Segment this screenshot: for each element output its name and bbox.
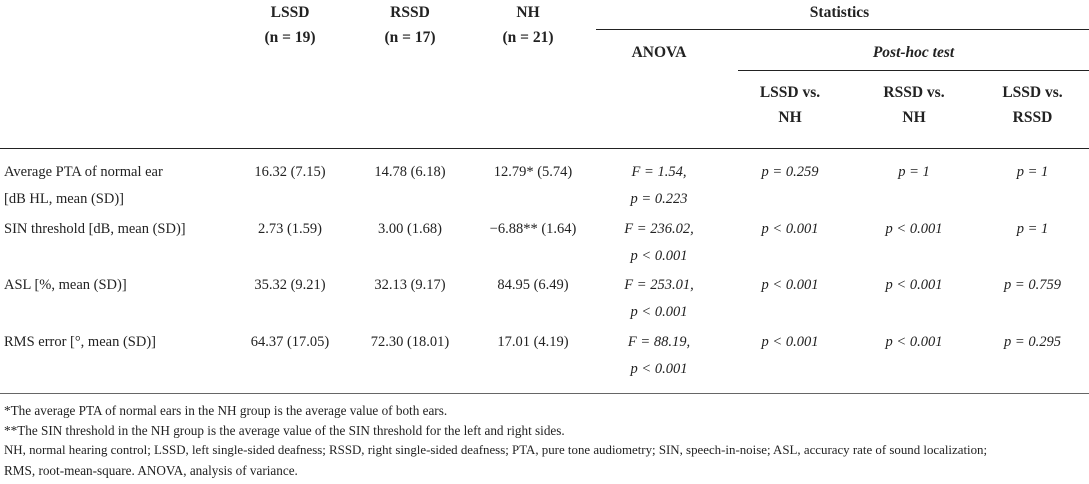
- row2-anova: [596, 216, 722, 270]
- header-posthoc: Post-hoc test: [872, 44, 955, 61]
- row1-label-line2: [dB HL, mean (SD)]: [4, 191, 125, 207]
- cmp2-line1: RSSD vs.: [883, 84, 945, 101]
- row1-rssd: 14.78 (6.18): [374, 164, 446, 180]
- header-rssd: [360, 0, 460, 50]
- row1-ph2: p = 1: [898, 164, 930, 180]
- row1-label: [4, 159, 163, 213]
- row2-lssd: 2.73 (1.59): [257, 221, 323, 237]
- header-nh-name: NH: [516, 4, 540, 21]
- header-anova: ANOVA: [631, 44, 687, 61]
- row3-nh: 84.95 (6.49): [497, 277, 569, 293]
- row3-ph3: p = 0.759: [1004, 277, 1061, 293]
- header-nh-n: (n = 21): [502, 29, 554, 46]
- row3-anova: [596, 272, 722, 326]
- row2-rssd: 3.00 (1.68): [377, 221, 443, 237]
- row3-rssd: 32.13 (9.17): [374, 277, 446, 293]
- row1-nh: 12.79* (5.74): [493, 164, 573, 180]
- row2-label: SIN threshold [dB, mean (SD)]: [4, 221, 186, 237]
- cmp3-line1: LSSD vs.: [1002, 84, 1063, 101]
- header-lssd-name: LSSD: [270, 4, 310, 21]
- footnote-abbreviations-cont: RMS, root-mean-square. ANOVA, analysis of variance.: [4, 463, 298, 478]
- row3-anova-p: p < 0.001: [630, 304, 688, 320]
- row4-lssd: 64.37 (17.05): [250, 334, 330, 350]
- header-rssd-name: RSSD: [390, 4, 430, 21]
- row3-ph1: p < 0.001: [761, 277, 819, 293]
- footnote-2: **The SIN threshold in the NH group is the average value of the SIN threshold for the left and right sides.: [4, 423, 565, 438]
- row2-ph3: p = 1: [1016, 221, 1049, 237]
- row2-anova-p: p < 0.001: [630, 248, 688, 264]
- row4-ph2: p < 0.001: [885, 334, 943, 350]
- row3-label: ASL [%, mean (SD)]: [4, 277, 127, 293]
- statistics-rule: [596, 29, 1089, 30]
- row4-label: RMS error [°, mean (SD)]: [4, 334, 156, 350]
- header-rssd-vs-nh: [852, 80, 976, 130]
- row2-ph2: p < 0.001: [885, 221, 943, 237]
- header-rule: [0, 148, 1089, 149]
- header-statistics: Statistics: [809, 4, 870, 21]
- row1-anova: [596, 159, 722, 213]
- row2-ph1: p < 0.001: [761, 221, 819, 237]
- header-rssd-n: (n = 17): [384, 29, 436, 46]
- row1-anova-p: p = 0.223: [630, 191, 688, 207]
- cmp3-line2: RSSD: [1012, 109, 1053, 126]
- table-bottom-rule: [0, 393, 1089, 394]
- footnote-1: *The average PTA of normal ears in the NH group is the average value of both ears.: [4, 403, 448, 418]
- row4-anova: [596, 329, 722, 383]
- row4-ph3: p = 0.295: [1004, 334, 1061, 350]
- row3-lssd: 35.32 (9.21): [254, 277, 326, 293]
- header-nh: [478, 0, 578, 50]
- row1-ph3: p = 1: [1016, 164, 1049, 180]
- row3-ph2: p < 0.001: [885, 277, 943, 293]
- row2-anova-f: F = 236.02,: [624, 221, 694, 237]
- header-lssd: [240, 0, 340, 50]
- row2-nh: −6.88** (1.64): [489, 221, 577, 237]
- row4-anova-p: p < 0.001: [630, 361, 688, 377]
- row1-anova-f: F = 1.54,: [631, 164, 687, 180]
- header-lssd-n: (n = 19): [264, 29, 316, 46]
- row3-anova-f: F = 253.01,: [624, 277, 694, 293]
- header-lssd-vs-rssd: [976, 80, 1089, 130]
- row4-nh: 17.01 (4.19): [497, 334, 569, 350]
- row1-ph1: p = 0.259: [761, 164, 819, 180]
- row1-label-line1: Average PTA of normal ear: [4, 164, 163, 180]
- row4-rssd: 72.30 (18.01): [370, 334, 450, 350]
- cmp2-line2: NH: [902, 109, 926, 126]
- cmp1-line2: NH: [778, 109, 802, 126]
- cmp1-line1: LSSD vs.: [759, 84, 821, 101]
- posthoc-rule: [738, 70, 1089, 71]
- header-lssd-vs-nh: [728, 80, 852, 130]
- row1-lssd: 16.32 (7.15): [254, 164, 326, 180]
- footnote-abbreviations: NH, normal hearing control; LSSD, left single-sided deafness; RSSD, right single-sided deafness; PTA, pure tone audiometry; SIN, speech-in-noise; ASL, accuracy rate of sound localization;: [4, 443, 988, 457]
- row4-anova-f: F = 88.19,: [627, 334, 691, 350]
- row4-ph1: p < 0.001: [761, 334, 819, 350]
